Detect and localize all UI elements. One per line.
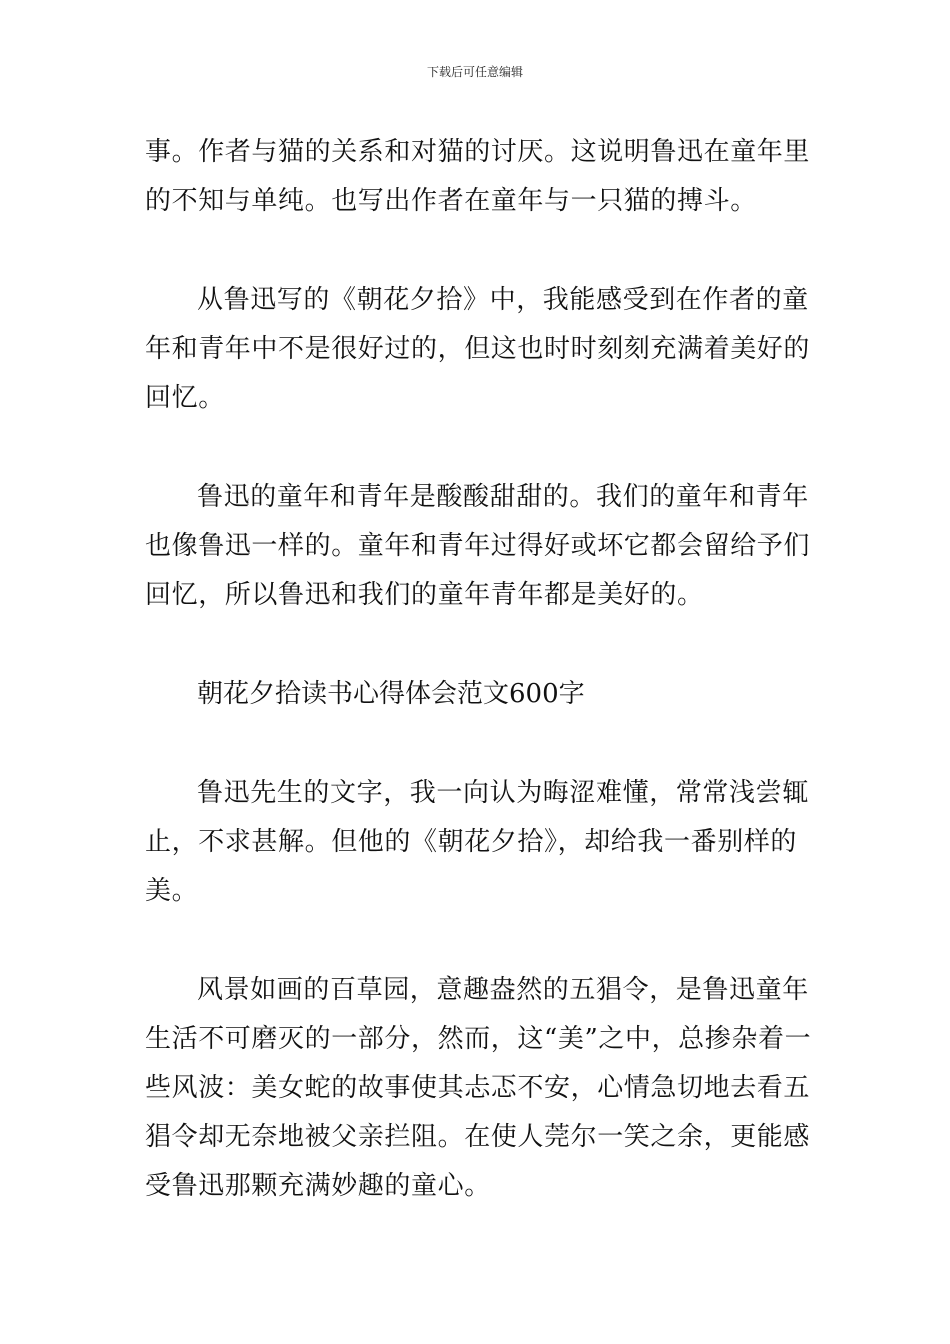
paragraph-continuation: 事。作者与猫的关系和对猫的讨厌。这说明鲁迅在童年里的不知与单纯。也写出作者在童年与一只猫的搏斗。 [145,137,811,216]
paragraph-garden: 风景如画的百草园，意趣盎然的五猖令，是鲁迅童年生活不可磨灭的一部分，然而，这“美”之中，总掺杂着一些风波：美女蛇的故事使其忐忑不安，心情急切地去看五猖令却无奈地被父亲拦阻。在使人莞尔一笑之余，更能感受鲁迅那颗充满妙趣的童心。 [145,975,812,1201]
paragraph-gap [145,226,815,276]
paragraph-gap [145,916,815,966]
paragraph-memory: 从鲁迅写的《朝花夕拾》中，我能感受到在作者的童年和青年中不是很好过的，但这也时时刻刻充满着美好的回忆。 [145,285,811,413]
paragraph-gap [145,719,815,769]
paragraph-childhood: 鲁迅的童年和青年是酸酸甜甜的。我们的童年和青年也像鲁迅一样的。童年和青年过得好或坏它都会留给予们回忆，所以鲁迅和我们的童年青年都是美好的。 [145,482,811,610]
page-header: 下载后可任意编辑 [426,65,523,79]
paragraph-gap [145,423,815,473]
paragraph-gap [145,620,815,670]
section-heading: 朝花夕拾读书心得体会范文600字 [197,679,585,709]
paragraph-luxun-writing: 鲁迅先生的文字，我一向认为晦涩难懂，常常浅尝辄止，不求甚解。但他的《朝花夕拾》，却给我一番别样的美。 [145,778,809,906]
document-body [145,128,815,1211]
